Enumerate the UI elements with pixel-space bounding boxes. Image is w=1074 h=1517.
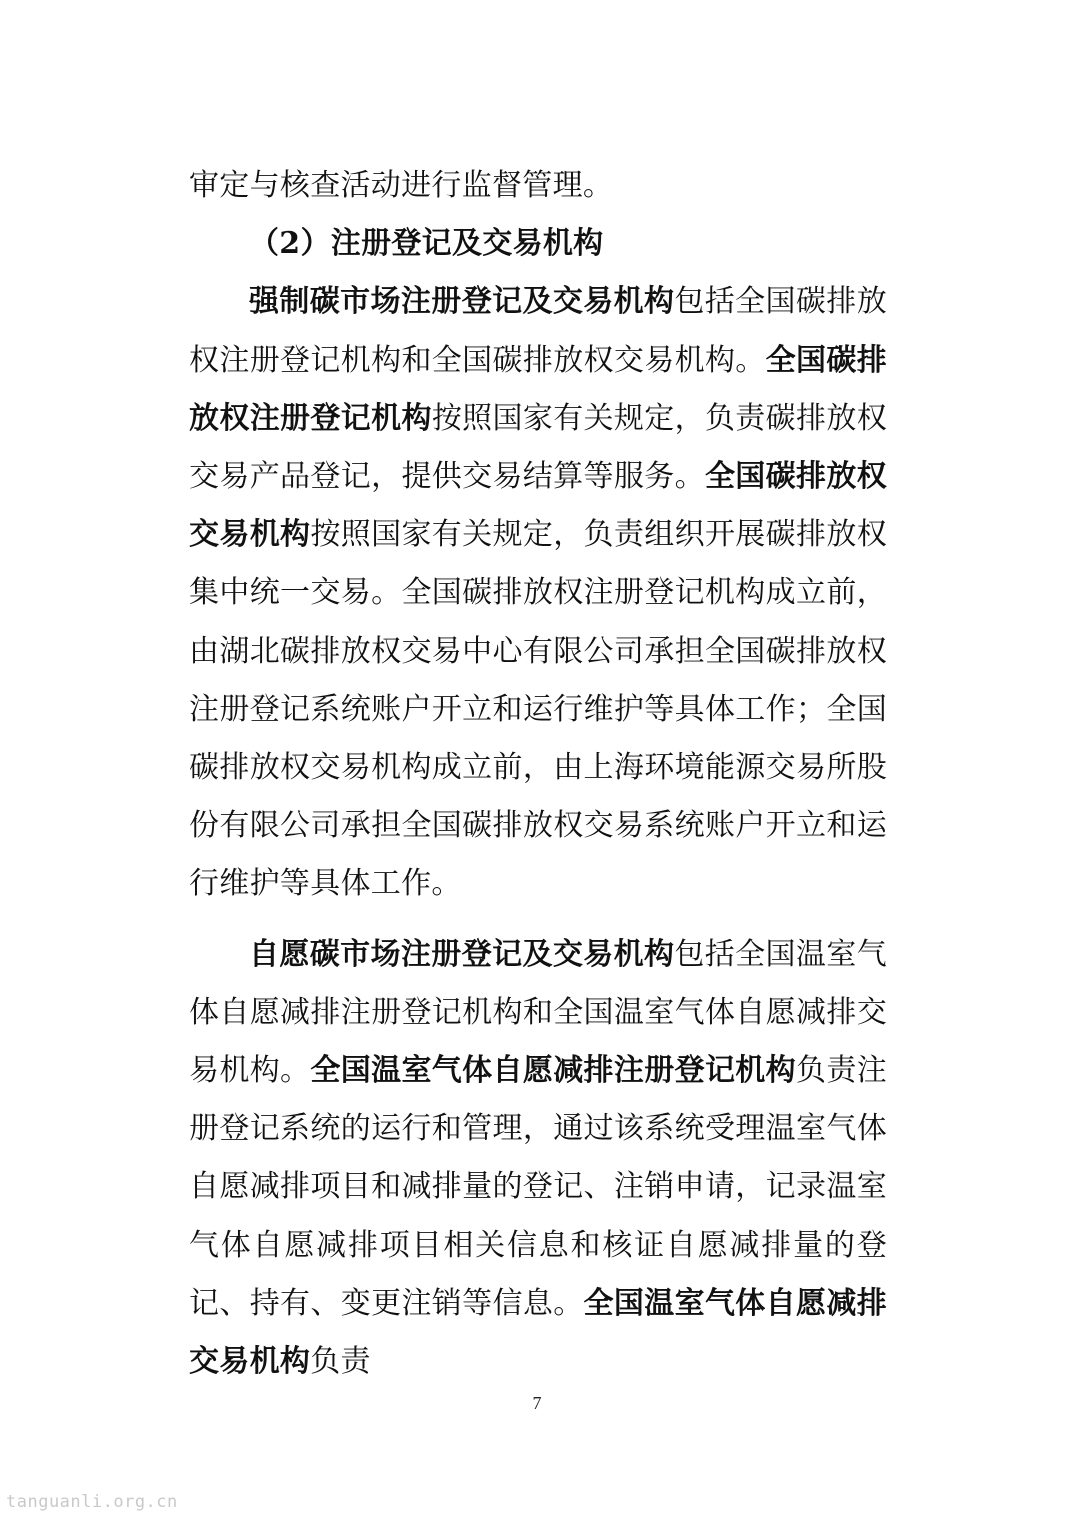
- paragraph-voluntary-market: [189, 926, 887, 1392]
- text-run: 负责注册登记系统的运行和管理，通过该系统受理温室气体自愿减排项目和减排量的登记、注销申请，记录温室气体自愿减排项目相关信息和核证自愿减排量的登记、持有、变更注销等信息。: [189, 1053, 887, 1321]
- text-run: 按照国家有关规定，负责组织开展碳排放权集中统一交易。全国碳排放权注册登记机构成立前，由湖北碳排放权交易中心有限公司承担全国碳排放权注册登记系统账户开立和运行维护等具体工作；全国碳排放权交易机构成立前，由上海环境能源交易所股份有限公司承担全国碳排放权交易系统账户开立和运行维护等具体工作。: [189, 517, 888, 902]
- paragraph-mandatory-market: [189, 273, 887, 913]
- section-heading: [189, 215, 887, 273]
- text-run: 审定与核查活动进行监督管理。: [189, 168, 614, 203]
- body-text: [189, 157, 887, 1391]
- text-run: 包括全国温室气体自愿减排注册登记机构和全国温室气体自愿减排交易机构。: [189, 936, 887, 1089]
- bold-term: 全国碳排放权注册登记机构: [189, 342, 888, 436]
- text-run: 按照国家有关规定，负责碳排放权交易产品登记，提供交易结算等服务。: [189, 400, 888, 495]
- page-number: 7: [532, 1393, 542, 1413]
- text-run: 包括全国碳排放权注册登记机构和全国碳排放权交易机构。: [189, 284, 887, 378]
- text-run: 负责: [310, 1344, 371, 1380]
- bold-term: 全国温室气体自愿减排注册登记机构: [310, 1053, 796, 1089]
- bold-term: 自愿碳市场注册登记及交易机构: [249, 936, 675, 972]
- bold-term: 全国温室气体自愿减排交易机构: [189, 1285, 887, 1380]
- bold-term: （2）注册登记及交易机构: [249, 226, 604, 262]
- bold-term: 全国碳排放权交易机构: [189, 459, 887, 553]
- bold-term: 强制碳市场注册登记及交易机构: [249, 284, 675, 320]
- watermark: tanguanli.org.cn: [6, 1492, 178, 1512]
- paragraph-continuation: [189, 157, 887, 215]
